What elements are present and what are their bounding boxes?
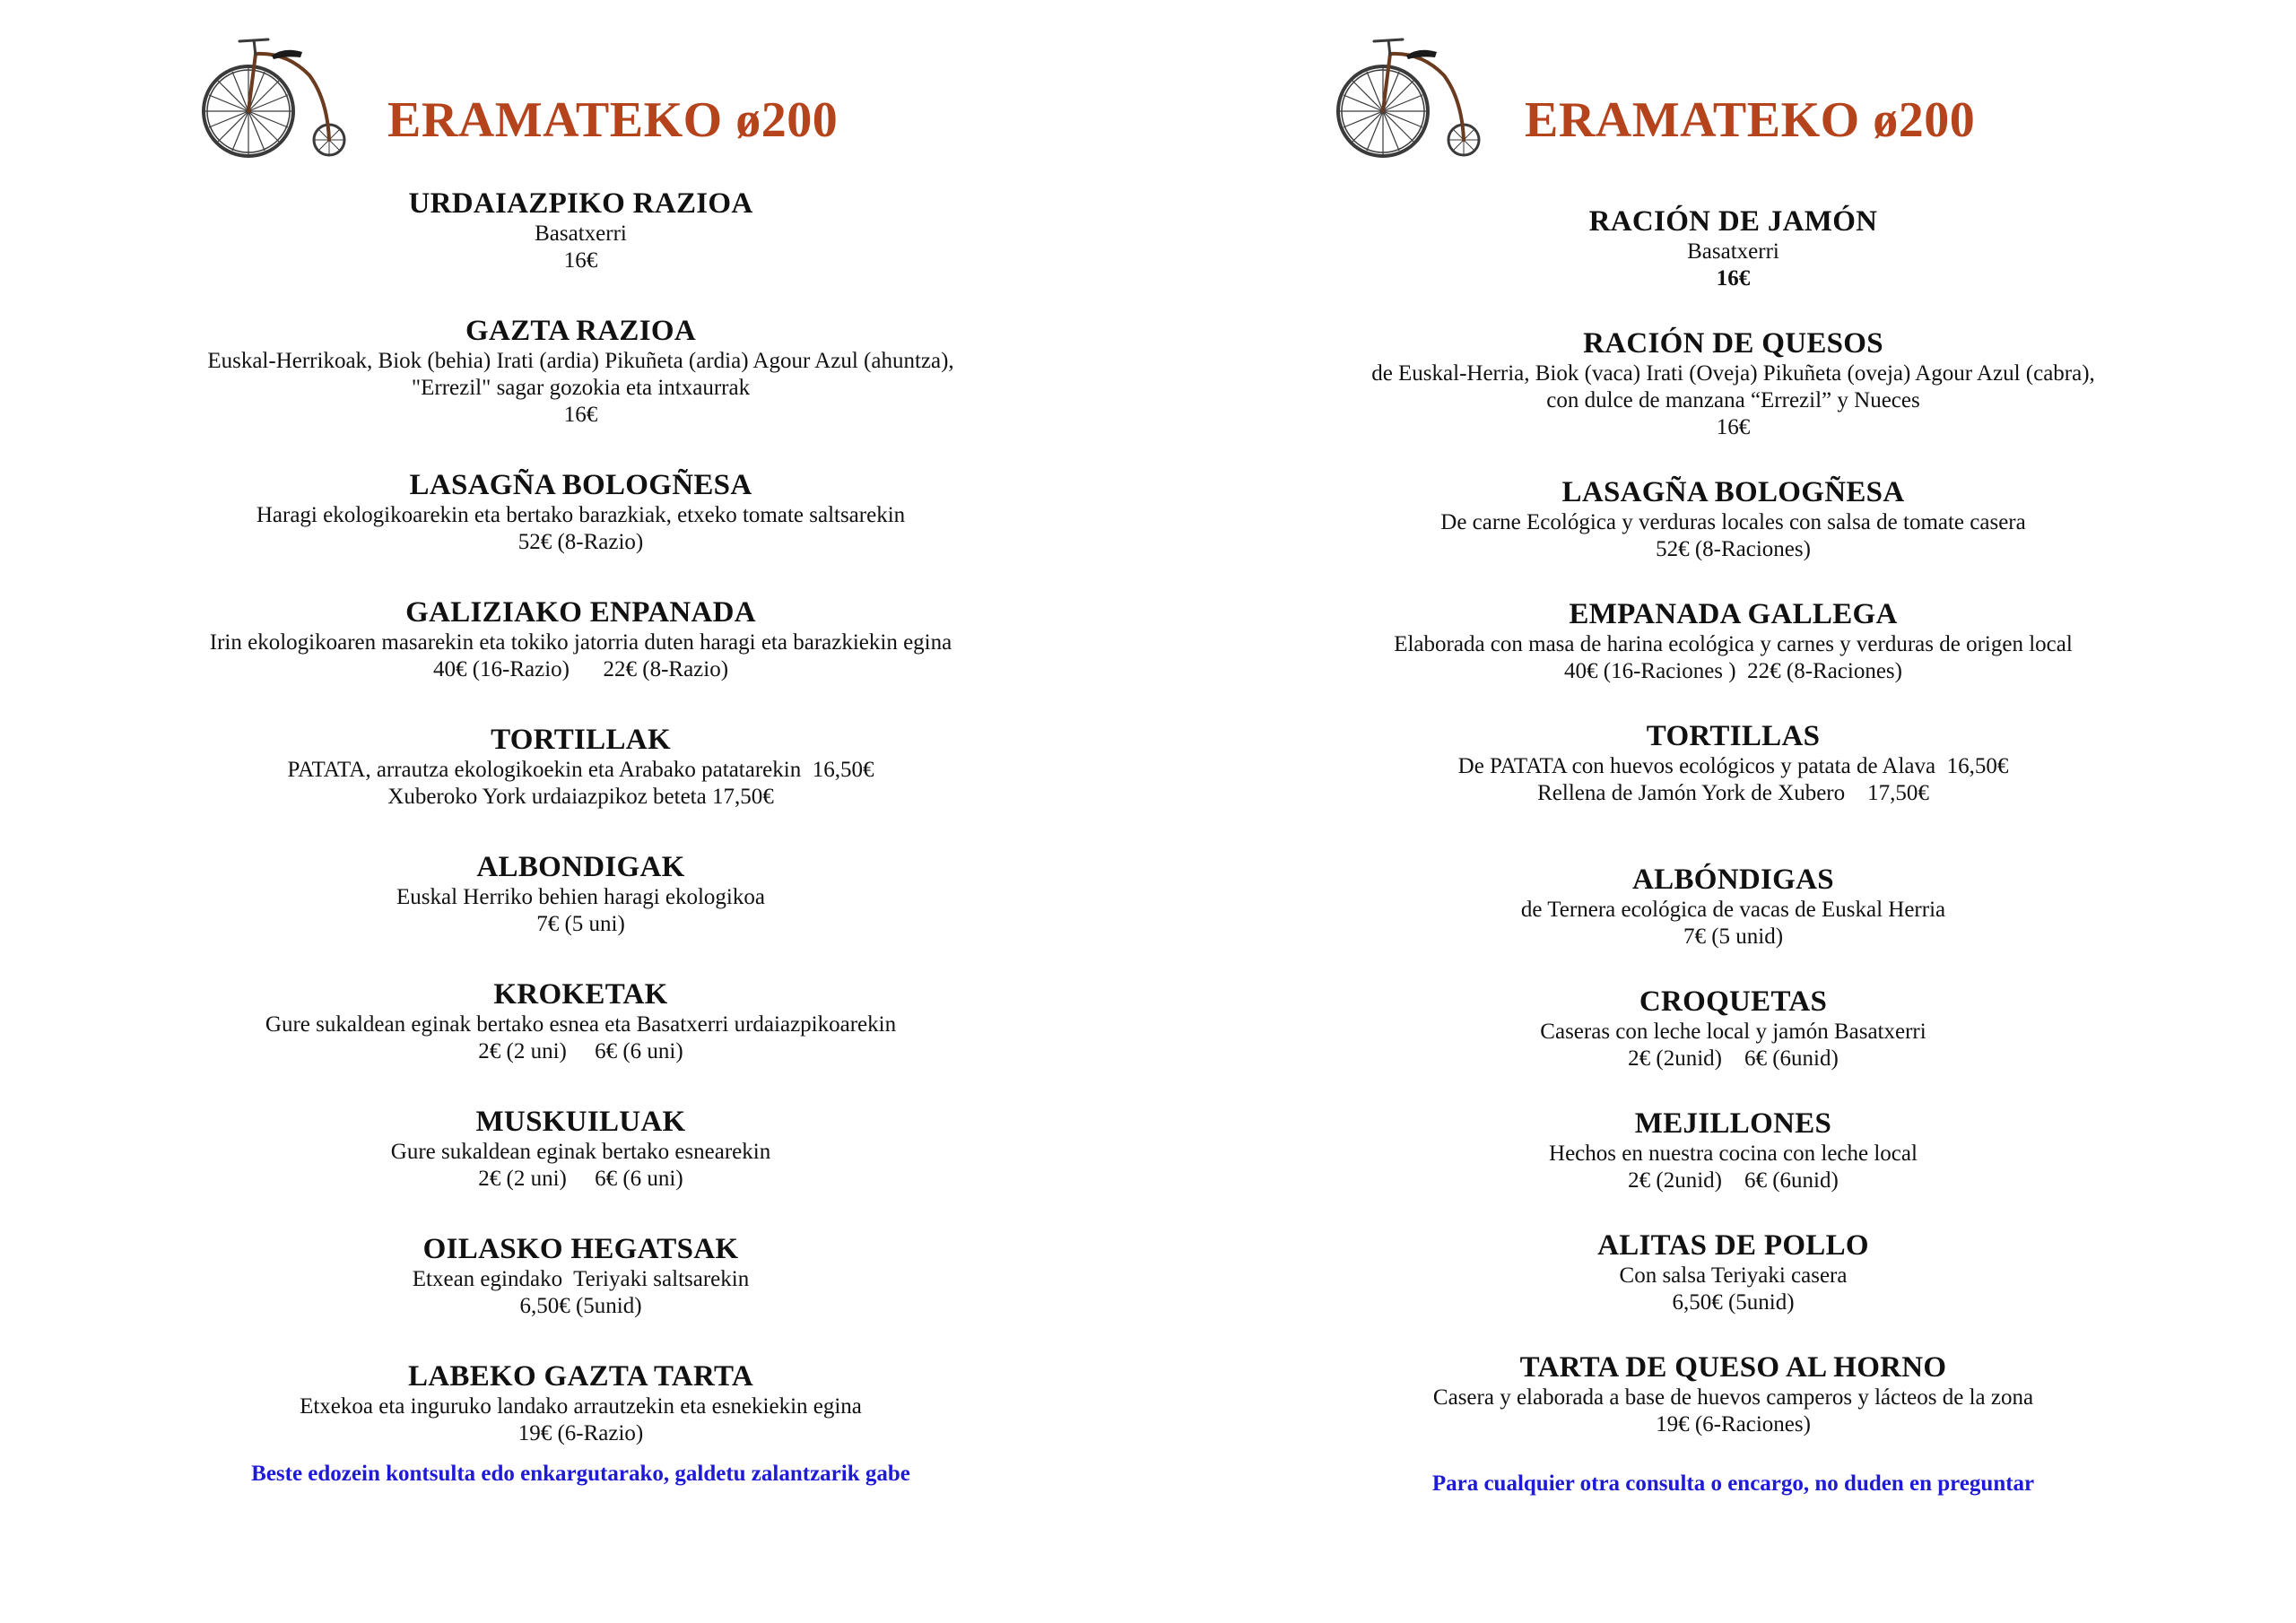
item-price: 40€ (16-Raciones ) 22€ (8-Raciones) xyxy=(1564,659,1902,683)
menu-item xyxy=(135,850,1027,938)
item-description: Casera y elaborada a base de huevos camperos y lácteos de la zona xyxy=(1432,1385,2034,1410)
item-title: GALIZIAKO ENPANADA xyxy=(405,596,756,629)
item-description: De carne Ecológica y verduras locales con salsa de tomate casera xyxy=(1440,510,2026,534)
item-price: 2€ (2unid) 6€ (6unid) xyxy=(1628,1046,1839,1071)
item-title: TORTILLAK xyxy=(491,724,671,756)
penny-farthing-bicycle-icon xyxy=(202,32,354,162)
item-title: EMPANADA GALLEGA xyxy=(1569,598,1898,630)
item-title: RACIÓN DE JAMÓN xyxy=(1588,205,1878,238)
item-title: LABEKO GAZTA TARTA xyxy=(407,1360,754,1393)
item-title: ALBÓNDIGAS xyxy=(1632,864,1834,896)
menu-item xyxy=(1278,204,2188,292)
menu-item xyxy=(135,1359,1027,1447)
menu-items xyxy=(1278,204,2188,1472)
item-title: KROKETAK xyxy=(493,978,668,1011)
item-title: MEJILLONES xyxy=(1634,1107,1832,1140)
menu-item xyxy=(1278,326,2188,441)
item-title: URDAIAZPIKO RAZIOA xyxy=(408,187,753,220)
menu-item xyxy=(1278,719,2188,807)
menu-header xyxy=(135,32,1027,167)
item-title: TARTA DE QUESO AL HORNO xyxy=(1519,1351,1947,1384)
item-title: CROQUETAS xyxy=(1639,985,1828,1018)
menu-header xyxy=(1278,32,2188,167)
menu-item xyxy=(135,595,1027,683)
item-description: Hechos en nuestra cocina con leche local xyxy=(1549,1141,1918,1166)
item-price: 2€ (2unid) 6€ (6unid) xyxy=(1628,1168,1839,1193)
menu-item xyxy=(1278,1107,2188,1194)
item-description: Elaborada con masa de harina ecológica y carnes y verduras de origen local xyxy=(1394,632,2073,656)
item-description: de Euskal-Herria, Biok (vaca) Irati (Oveja) Pikuñeta (oveja) Agour Azul (cabra), xyxy=(1371,361,2095,386)
item-price: 16€ xyxy=(1716,415,1751,439)
item-description: Con salsa Teriyaki casera xyxy=(1619,1263,1848,1288)
menu-item xyxy=(135,977,1027,1065)
item-price: 40€ (16-Razio) 22€ (8-Razio) xyxy=(432,657,729,681)
footer-note: Beste edozein kontsulta edo enkargutarako, galdetu zalantzarik gabe xyxy=(251,1462,910,1486)
item-title: OILASKO HEGATSAK xyxy=(422,1233,739,1265)
item-price: 6,50€ (5unid) xyxy=(519,1294,642,1318)
item-description: Haragi ekologikoarekin eta bertako barazkiak, etxeko tomate saltsarekin xyxy=(256,503,906,527)
menu-item xyxy=(1278,475,2188,563)
menu-column-euskara xyxy=(135,0,1027,1623)
brand-title: ERAMATEKO ø200 xyxy=(1525,92,1976,148)
item-description: Gure sukaldean eginak bertako esnea eta Basatxerri urdaiazpikoarekin xyxy=(265,1012,897,1037)
brand-title: ERAMATEKO ø200 xyxy=(387,92,839,148)
item-price: 6,50€ (5unid) xyxy=(1672,1290,1795,1315)
item-description: Xuberoko York urdaiazpikoz beteta 17,50€ xyxy=(387,785,774,809)
menu-item xyxy=(1278,1350,2188,1438)
item-title: LASAGÑA BOLOGÑESA xyxy=(409,469,752,501)
item-description: Caseras con leche local y jamón Basatxerri xyxy=(1540,1020,1926,1044)
menu-column-spanish xyxy=(1278,0,2188,1623)
menu-item xyxy=(1278,1228,2188,1316)
item-title: RACIÓN DE QUESOS xyxy=(1583,327,1883,360)
menu-item xyxy=(135,723,1027,811)
menu-item xyxy=(1278,597,2188,685)
item-description: Rellena de Jamón York de Xubero 17,50€ xyxy=(1537,781,1929,805)
item-description: Irin ekologikoaren masarekin eta tokiko jatorria duten haragi eta barazkiekin egina xyxy=(209,630,952,655)
item-price: 2€ (2 uni) 6€ (6 uni) xyxy=(478,1167,683,1191)
item-description: con dulce de manzana “Errezil” y Nueces xyxy=(1546,388,1920,412)
menu-item xyxy=(135,468,1027,556)
item-title: ALBONDIGAK xyxy=(476,851,685,883)
footer-note: Para cualquier otra consulta o encargo, no duden en preguntar xyxy=(1431,1471,2035,1496)
item-price: 7€ (5 unid) xyxy=(1683,924,1784,949)
item-price: 16€ xyxy=(563,248,598,273)
menu-item xyxy=(135,187,1027,274)
item-description: PATATA, arrautza ekologikoekin eta Arabako patatarekin 16,50€ xyxy=(287,758,874,782)
menu-items xyxy=(135,187,1027,1487)
menu-item xyxy=(1278,985,2188,1072)
menu-item xyxy=(135,314,1027,429)
item-description: Gure sukaldean eginak bertako esnearekin xyxy=(390,1140,771,1164)
item-title: GAZTA RAZIOA xyxy=(465,315,696,347)
item-price: 16€ xyxy=(1716,266,1751,291)
penny-farthing-bicycle-icon xyxy=(1336,32,1489,162)
item-price: 2€ (2 uni) 6€ (6 uni) xyxy=(478,1039,683,1063)
item-description: Etxekoa eta inguruko landako arrautzekin eta esnekiekin egina xyxy=(300,1394,862,1419)
item-title: ALITAS DE POLLO xyxy=(1597,1229,1869,1262)
item-title: LASAGÑA BOLOGÑESA xyxy=(1561,476,1905,508)
item-description: Basatxerri xyxy=(535,221,627,246)
item-description: de Ternera ecológica de vacas de Euskal Herria xyxy=(1520,898,1946,922)
menu-item xyxy=(1278,863,2188,950)
item-price: 19€ (6-Raciones) xyxy=(1656,1412,1811,1436)
item-title: MUSKUILUAK xyxy=(475,1106,686,1138)
item-price: 19€ (6-Razio) xyxy=(517,1421,644,1445)
menu-item xyxy=(135,1232,1027,1320)
item-price: 16€ xyxy=(563,403,598,427)
menu-item xyxy=(135,1105,1027,1193)
item-title: TORTILLAS xyxy=(1646,720,1821,752)
item-description: Basatxerri xyxy=(1687,239,1779,264)
item-price: 52€ (8-Razio) xyxy=(517,530,644,554)
item-description: Euskal Herriko behien haragi ekologikoa xyxy=(396,885,765,909)
item-price: 7€ (5 uni) xyxy=(536,912,625,936)
item-description: "Errezil" sagar gozokia eta intxaurrak xyxy=(411,376,751,400)
item-description: Etxean egindako Teriyaki saltsarekin xyxy=(412,1267,750,1291)
item-description: De PATATA con huevos ecológicos y patata de Alava 16,50€ xyxy=(1457,754,2009,778)
item-price: 52€ (8-Raciones) xyxy=(1656,537,1811,561)
item-description: Euskal-Herrikoak, Biok (behia) Irati (ardia) Pikuñeta (ardia) Agour Azul (ahuntza), xyxy=(207,349,954,373)
